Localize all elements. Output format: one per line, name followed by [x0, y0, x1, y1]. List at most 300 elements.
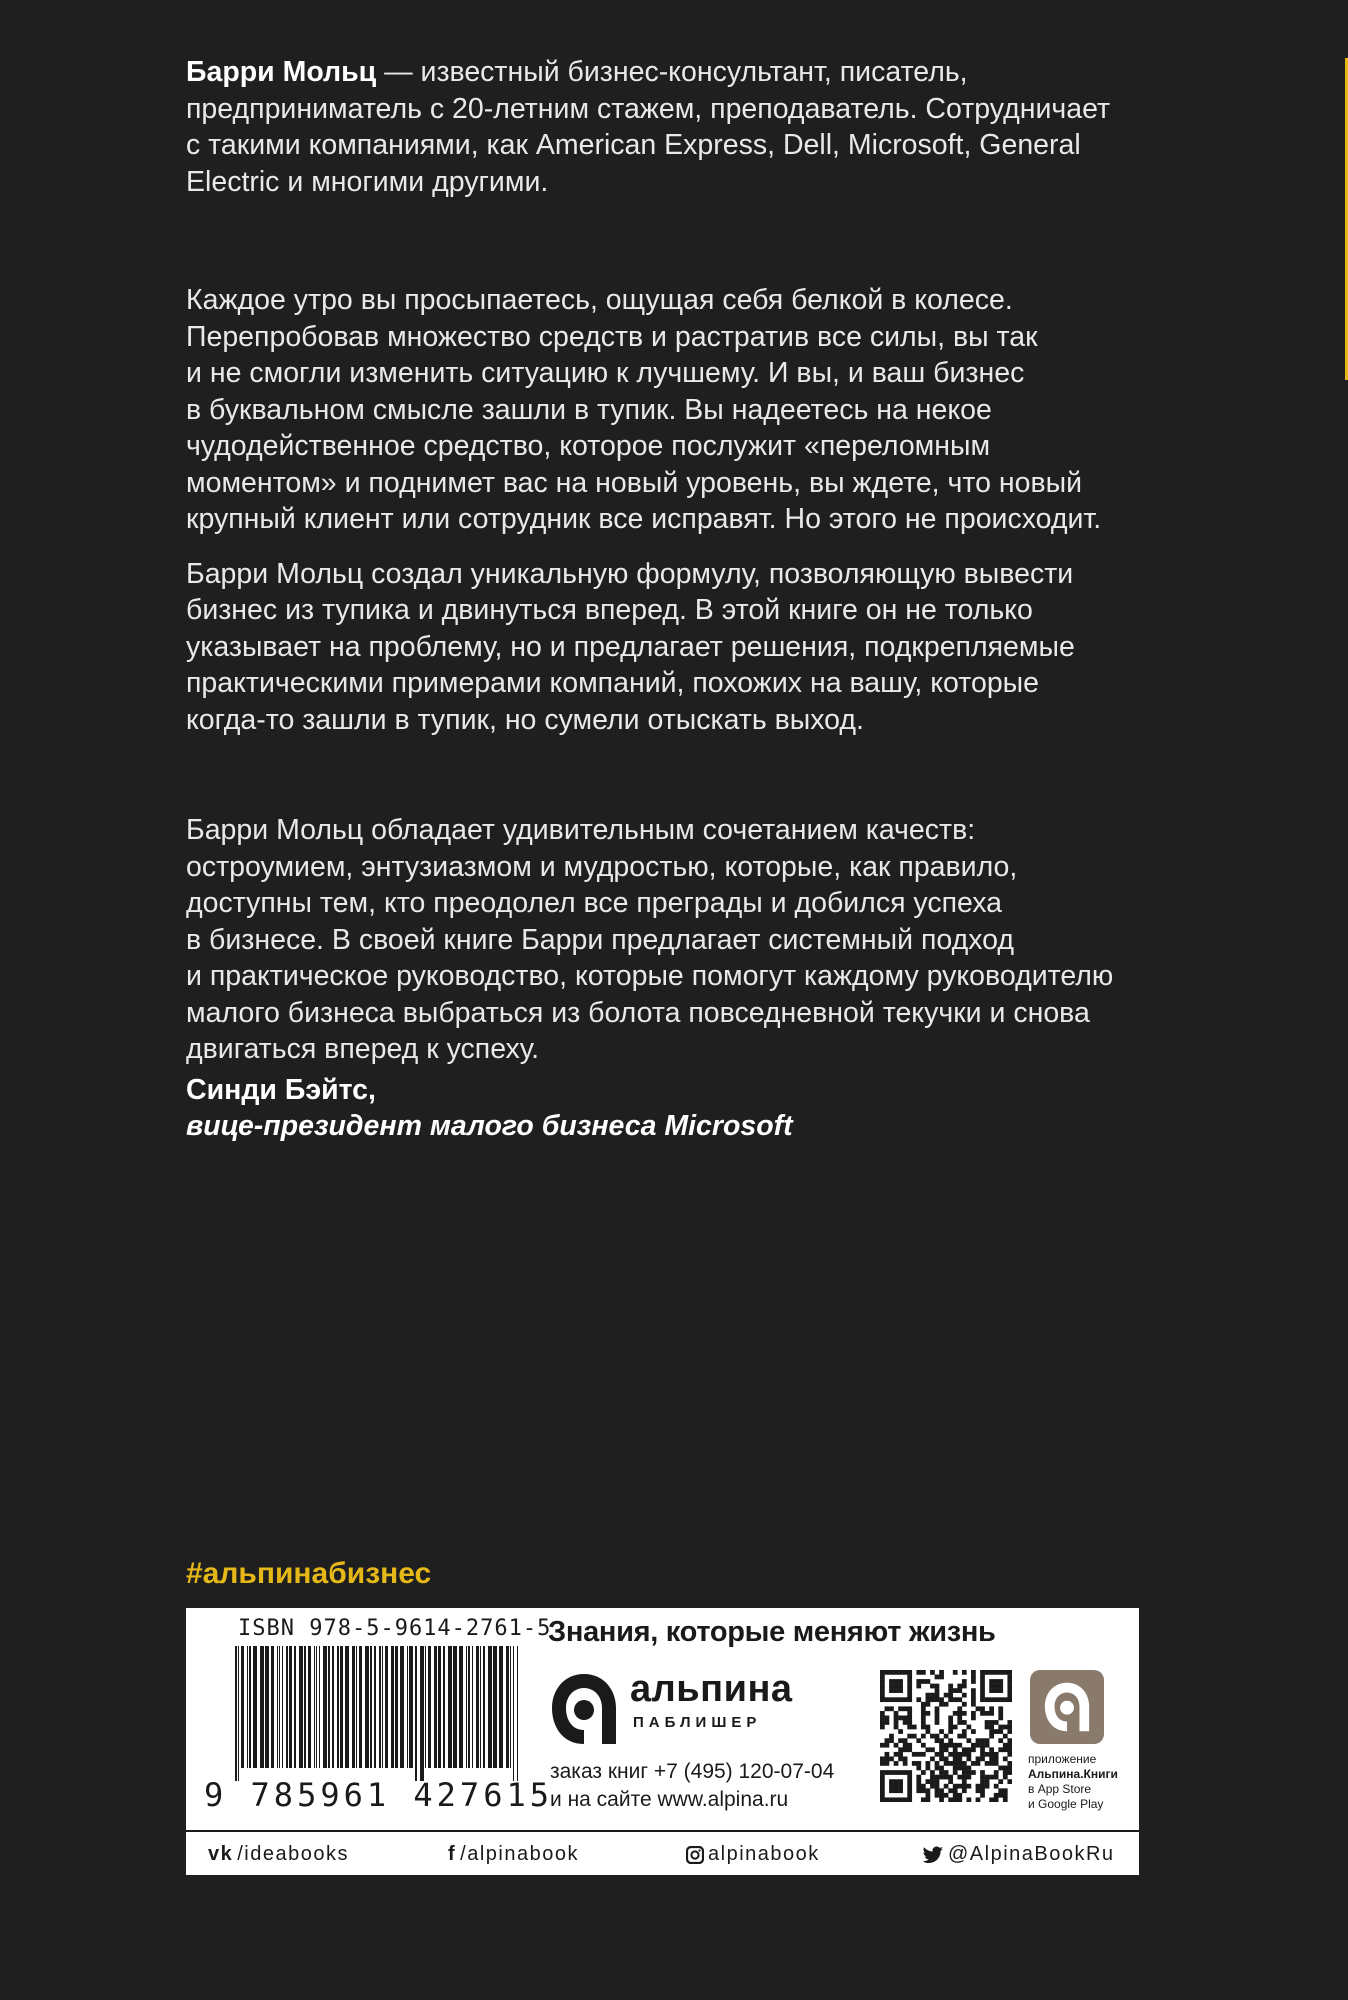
qr-module: [1003, 1734, 1008, 1739]
app-icon[interactable]: [1030, 1670, 1104, 1744]
review-author-role: вице-президент малого бизнеса Microsoft: [186, 1110, 793, 1142]
qr-module: [880, 1720, 885, 1725]
qr-module: [998, 1706, 1003, 1711]
qr-module: [989, 1720, 994, 1725]
qr-module: [985, 1743, 990, 1748]
barcode-bar: [466, 1646, 467, 1768]
qr-module: [989, 1775, 994, 1780]
barcode-bar: [428, 1646, 431, 1768]
qr-module: [935, 1720, 940, 1725]
qr-module: [907, 1770, 912, 1775]
qr-module: [980, 1747, 985, 1752]
barcode-bar: [249, 1646, 251, 1768]
barcode-bar: [443, 1646, 445, 1768]
qr-module: [939, 1670, 944, 1675]
vk-icon: vk: [208, 1843, 234, 1865]
qr-module: [921, 1734, 926, 1739]
qr-module: [962, 1734, 967, 1739]
qr-module: [903, 1720, 908, 1725]
qr-module: [971, 1747, 976, 1752]
qr-module: [971, 1711, 976, 1716]
barcode-bar: [420, 1646, 424, 1781]
text-line: доступны тем, кто преодолел все преграды и добился успеха: [186, 887, 1003, 919]
qr-module: [907, 1688, 912, 1693]
qr-module: [907, 1779, 912, 1784]
qr-module: [998, 1779, 1003, 1784]
author-name: Барри Мольц: [186, 56, 377, 88]
text-line: Барри Мольц обладает удивительным сочетанием качеств:: [186, 814, 976, 846]
instagram-icon: [686, 1846, 704, 1864]
qr-module: [948, 1729, 953, 1734]
qr-module: [980, 1675, 985, 1680]
qr-module: [898, 1797, 903, 1802]
qr-module: [980, 1706, 985, 1711]
qr-module: [880, 1784, 885, 1789]
qr-module: [989, 1734, 994, 1739]
barcode-bar: [319, 1646, 320, 1768]
qr-module: [885, 1720, 890, 1725]
qr-module: [894, 1720, 899, 1725]
social-label: @AlpinaBookRu: [948, 1843, 1115, 1865]
qr-module: [994, 1679, 999, 1684]
qr-module: [976, 1797, 981, 1802]
qr-module: [880, 1716, 885, 1721]
qr-module: [912, 1725, 917, 1730]
qr-module: [998, 1766, 1003, 1771]
qr-module: [930, 1770, 935, 1775]
qr-module: [1007, 1684, 1012, 1689]
description-paragraph-2: [186, 556, 1146, 739]
qr-module: [889, 1784, 894, 1789]
qr-module: [980, 1788, 985, 1793]
qr-module: [957, 1716, 962, 1721]
qr-module: [998, 1688, 1003, 1693]
qr-module: [966, 1775, 971, 1780]
qr-module: [898, 1784, 903, 1789]
qr-module: [921, 1702, 926, 1707]
qr-module: [971, 1770, 976, 1775]
qr-module: [894, 1784, 899, 1789]
qr-module: [935, 1788, 940, 1793]
qr-module: [880, 1775, 885, 1780]
qr-module: [889, 1734, 894, 1739]
qr-module: [948, 1716, 953, 1721]
qr-module: [935, 1693, 940, 1698]
qr-module: [985, 1761, 990, 1766]
qr-module: [907, 1793, 912, 1798]
text-line: малого бизнеса выбраться из болота повседневной текучки и снова: [186, 996, 1090, 1029]
qr-module: [921, 1716, 926, 1721]
qr-module: [907, 1797, 912, 1802]
qr-module: [976, 1756, 981, 1761]
qr-module: [939, 1743, 944, 1748]
qr-module: [962, 1679, 967, 1684]
qr-module: [994, 1697, 999, 1702]
review-quote: [186, 812, 1146, 1145]
qr-module: [889, 1688, 894, 1693]
qr-module: [898, 1752, 903, 1757]
qr-module: [1007, 1720, 1012, 1725]
qr-module: [907, 1747, 912, 1752]
qr-module: [907, 1675, 912, 1680]
barcode-bar: [328, 1646, 330, 1768]
qr-module: [939, 1770, 944, 1775]
publisher-name: альпина: [630, 1668, 793, 1710]
qr-module: [916, 1788, 921, 1793]
social-facebook[interactable]: [448, 1843, 579, 1866]
qr-module: [889, 1706, 894, 1711]
qr-module: [994, 1684, 999, 1689]
qr-module: [894, 1788, 899, 1793]
social-links-bar: [186, 1830, 1139, 1876]
barcode-bar: [337, 1646, 339, 1768]
qr-module: [980, 1684, 985, 1689]
qr-module: [962, 1784, 967, 1789]
qr-module: [971, 1693, 976, 1698]
qr-module: [980, 1793, 985, 1798]
barcode-bar: [415, 1646, 417, 1781]
qr-module: [935, 1716, 940, 1721]
qr-module: [889, 1779, 894, 1784]
qr-module: [971, 1679, 976, 1684]
barcode-bar: [345, 1646, 349, 1768]
qr-module: [1007, 1766, 1012, 1771]
qr-module: [894, 1770, 899, 1775]
order-website: и на сайте www.alpina.ru: [550, 1788, 789, 1811]
qr-module: [1003, 1670, 1008, 1675]
qr-module: [921, 1720, 926, 1725]
qr-module: [962, 1729, 967, 1734]
qr-module: [989, 1725, 994, 1730]
qr-module: [930, 1775, 935, 1780]
qr-module: [953, 1688, 958, 1693]
qr-module: [953, 1770, 958, 1775]
qr-module: [989, 1797, 994, 1802]
qr-module: [976, 1784, 981, 1789]
text-line: и практическое руководство, которые помогут каждому руководителю: [186, 960, 1114, 992]
qr-module: [980, 1775, 985, 1780]
qr-module: [885, 1756, 890, 1761]
qr-module: [1007, 1743, 1012, 1748]
qr-module: [971, 1670, 976, 1675]
qr-module: [880, 1670, 885, 1675]
qr-module: [998, 1697, 1003, 1702]
qr-code[interactable]: [880, 1670, 1012, 1802]
qr-module: [1003, 1743, 1008, 1748]
qr-module: [894, 1711, 899, 1716]
qr-module: [889, 1738, 894, 1743]
barcode-bar: [480, 1646, 481, 1768]
qr-module: [1007, 1688, 1012, 1693]
qr-module: [935, 1779, 940, 1784]
book-description: [186, 282, 1146, 738]
qr-module: [994, 1720, 999, 1725]
barcode-bar: [352, 1646, 355, 1768]
qr-module: [953, 1793, 958, 1798]
qr-module: [898, 1716, 903, 1721]
app-line: и Google Play: [1028, 1797, 1104, 1811]
qr-module: [926, 1693, 931, 1698]
qr-module: [930, 1684, 935, 1689]
qr-module: [998, 1747, 1003, 1752]
qr-module: [939, 1729, 944, 1734]
qr-module: [880, 1693, 885, 1698]
barcode-bar: [356, 1646, 357, 1768]
qr-module: [980, 1743, 985, 1748]
qr-module: [926, 1797, 931, 1802]
qr-module: [926, 1725, 931, 1730]
qr-module: [976, 1761, 981, 1766]
qr-module: [953, 1743, 958, 1748]
qr-module: [1007, 1747, 1012, 1752]
barcode-bar: [235, 1646, 237, 1781]
author-bio: [186, 54, 1146, 200]
social-twitter[interactable]: [922, 1843, 1115, 1866]
qr-module: [948, 1720, 953, 1725]
qr-module: [889, 1670, 894, 1675]
text-line: в буквальном смысле зашли в тупик. Вы надеетесь на некое: [186, 393, 992, 426]
qr-module: [989, 1688, 994, 1693]
qr-module: [998, 1716, 1003, 1721]
qr-module: [894, 1679, 899, 1684]
qr-module: [921, 1797, 926, 1802]
qr-module: [1007, 1670, 1012, 1675]
bio-line: предприниматель с 20-летним стажем, преподаватель. Сотрудничает: [186, 92, 1111, 125]
qr-module: [885, 1743, 890, 1748]
qr-module: [985, 1779, 990, 1784]
qr-module: [935, 1738, 940, 1743]
qr-module: [898, 1756, 903, 1761]
barcode-bar: [488, 1646, 492, 1768]
qr-module: [957, 1706, 962, 1711]
app-line: в App Store: [1028, 1782, 1092, 1796]
qr-module: [985, 1697, 990, 1702]
qr-module: [907, 1784, 912, 1789]
qr-module: [980, 1670, 985, 1675]
qr-module: [989, 1756, 994, 1761]
barcode-bar: [271, 1646, 274, 1768]
qr-module: [957, 1784, 962, 1789]
text-line: двигаться вперед к успеху.: [186, 1033, 540, 1065]
qr-module: [953, 1711, 958, 1716]
qr-module: [912, 1752, 917, 1757]
qr-module: [948, 1697, 953, 1702]
qr-module: [989, 1697, 994, 1702]
barcode-bar: [359, 1646, 362, 1768]
qr-module: [889, 1679, 894, 1684]
app-promo-text: [1028, 1752, 1118, 1812]
qr-module: [935, 1706, 940, 1711]
qr-module: [989, 1711, 994, 1716]
qr-module: [885, 1697, 890, 1702]
qr-module: [939, 1702, 944, 1707]
qr-module: [1003, 1793, 1008, 1798]
qr-module: [1007, 1752, 1012, 1757]
text-line: Перепробовав множество средств и растратив все силы, вы так: [186, 320, 1038, 353]
qr-module: [980, 1784, 985, 1789]
qr-module: [880, 1756, 885, 1761]
qr-module: [903, 1770, 908, 1775]
text-line: крупный клиент или сотрудник все исправят. Но этого не происходит.: [186, 503, 1102, 535]
barcode-bar: [253, 1646, 257, 1768]
qr-module: [994, 1688, 999, 1693]
barcode-bar: [438, 1646, 441, 1768]
qr-module: [1003, 1747, 1008, 1752]
qr-module: [885, 1797, 890, 1802]
qr-module: [944, 1770, 949, 1775]
qr-module: [921, 1752, 926, 1757]
qr-module: [1003, 1770, 1008, 1775]
qr-module: [939, 1756, 944, 1761]
qr-module: [966, 1797, 971, 1802]
qr-module: [898, 1779, 903, 1784]
bio-line: Electric и многими другими.: [186, 165, 549, 198]
isbn-text: ISBN 978-5-9614-2761-5: [238, 1616, 552, 1641]
text-line: Барри Мольц создал уникальную формулу, позволяющую вывести: [186, 557, 1074, 590]
publisher-subtitle: ПАБЛИШЕР: [633, 1714, 762, 1731]
qr-module: [998, 1793, 1003, 1798]
qr-module: [894, 1670, 899, 1675]
qr-module: [939, 1747, 944, 1752]
social-label: alpinabook: [708, 1843, 820, 1865]
qr-module: [903, 1761, 908, 1766]
qr-module: [971, 1702, 976, 1707]
qr-module: [894, 1697, 899, 1702]
order-info: [550, 1758, 834, 1814]
qr-module: [1007, 1761, 1012, 1766]
qr-module: [880, 1797, 885, 1802]
twitter-icon: [922, 1846, 944, 1864]
qr-module: [926, 1761, 931, 1766]
qr-module: [994, 1670, 999, 1675]
qr-module: [944, 1756, 949, 1761]
qr-module: [948, 1725, 953, 1730]
qr-module: [994, 1761, 999, 1766]
qr-module: [889, 1788, 894, 1793]
text-line: в бизнесе. В своей книге Барри предлагает системный подход: [186, 923, 1015, 956]
qr-module: [907, 1725, 912, 1730]
barcode-bar: [260, 1646, 264, 1768]
qr-module: [976, 1743, 981, 1748]
qr-module: [957, 1711, 962, 1716]
qr-module: [916, 1775, 921, 1780]
qr-module: [985, 1738, 990, 1743]
barcode-bar: [448, 1646, 452, 1768]
qr-module: [903, 1706, 908, 1711]
qr-module: [885, 1761, 890, 1766]
qr-module: [926, 1679, 931, 1684]
qr-module: [953, 1766, 958, 1771]
qr-module: [916, 1784, 921, 1789]
barcode-bar: [434, 1646, 437, 1768]
qr-module: [985, 1670, 990, 1675]
qr-module: [894, 1688, 899, 1693]
barcode-bar: [400, 1646, 404, 1768]
qr-module: [916, 1670, 921, 1675]
qr-module: [880, 1688, 885, 1693]
qr-module: [980, 1770, 985, 1775]
qr-module: [1003, 1797, 1008, 1802]
qr-module: [907, 1720, 912, 1725]
qr-module: [939, 1738, 944, 1743]
barcode-bar: [409, 1646, 413, 1768]
qr-module: [957, 1761, 962, 1766]
qr-module: [985, 1720, 990, 1725]
qr-module: [935, 1711, 940, 1716]
qr-module: [962, 1684, 967, 1689]
qr-module: [935, 1688, 940, 1693]
qr-module: [980, 1711, 985, 1716]
qr-module: [907, 1711, 912, 1716]
text-line: бизнес из тупика и двинуться вперед. В этой книге он не только: [186, 594, 1033, 626]
qr-module: [962, 1752, 967, 1757]
ean-number: 9 785961 427615: [204, 1776, 553, 1814]
qr-module: [985, 1711, 990, 1716]
qr-module: [907, 1684, 912, 1689]
qr-module: [935, 1734, 940, 1739]
qr-module: [894, 1725, 899, 1730]
barcode-bar: [365, 1646, 369, 1768]
qr-module: [880, 1697, 885, 1702]
qr-module: [930, 1747, 935, 1752]
qr-module: [926, 1747, 931, 1752]
qr-module: [994, 1752, 999, 1757]
barcode-bar: [459, 1646, 463, 1768]
qr-module: [907, 1775, 912, 1780]
qr-module: [957, 1734, 962, 1739]
qr-module: [889, 1797, 894, 1802]
qr-module: [980, 1679, 985, 1684]
qr-module: [921, 1770, 926, 1775]
qr-module: [985, 1775, 990, 1780]
social-instagram[interactable]: [686, 1843, 820, 1866]
qr-module: [880, 1684, 885, 1689]
qr-module: [926, 1702, 931, 1707]
qr-module: [953, 1752, 958, 1757]
qr-module: [921, 1725, 926, 1730]
qr-module: [985, 1784, 990, 1789]
text-line: практическими примерами компаний, похожих на вашу, которые: [186, 667, 1040, 699]
qr-module: [930, 1697, 935, 1702]
qr-module: [971, 1761, 976, 1766]
qr-module: [998, 1670, 1003, 1675]
barcode-bar: [332, 1646, 334, 1768]
qr-module: [1003, 1788, 1008, 1793]
qr-module: [994, 1756, 999, 1761]
qr-module: [889, 1770, 894, 1775]
qr-module: [966, 1725, 971, 1730]
qr-module: [907, 1693, 912, 1698]
qr-module: [916, 1738, 921, 1743]
barcode-bar: [277, 1646, 278, 1768]
qr-module: [953, 1784, 958, 1789]
qr-module: [916, 1766, 921, 1771]
text-line: и не смогли изменить ситуацию к лучшему. И вы, и ваш бизнес: [186, 357, 1025, 389]
qr-module: [1007, 1738, 1012, 1743]
social-vk[interactable]: [208, 1843, 349, 1866]
qr-module: [930, 1734, 935, 1739]
barcode-bar: [308, 1646, 311, 1768]
qr-module: [930, 1779, 935, 1784]
qr-module: [966, 1766, 971, 1771]
text-line: Каждое утро вы просыпаетесь, ощущая себя белкой в колесе.: [186, 284, 1013, 316]
qr-module: [916, 1697, 921, 1702]
qr-module: [994, 1784, 999, 1789]
qr-module: [944, 1702, 949, 1707]
qr-module: [966, 1747, 971, 1752]
description-paragraph-1: [186, 282, 1146, 538]
qr-module: [971, 1688, 976, 1693]
